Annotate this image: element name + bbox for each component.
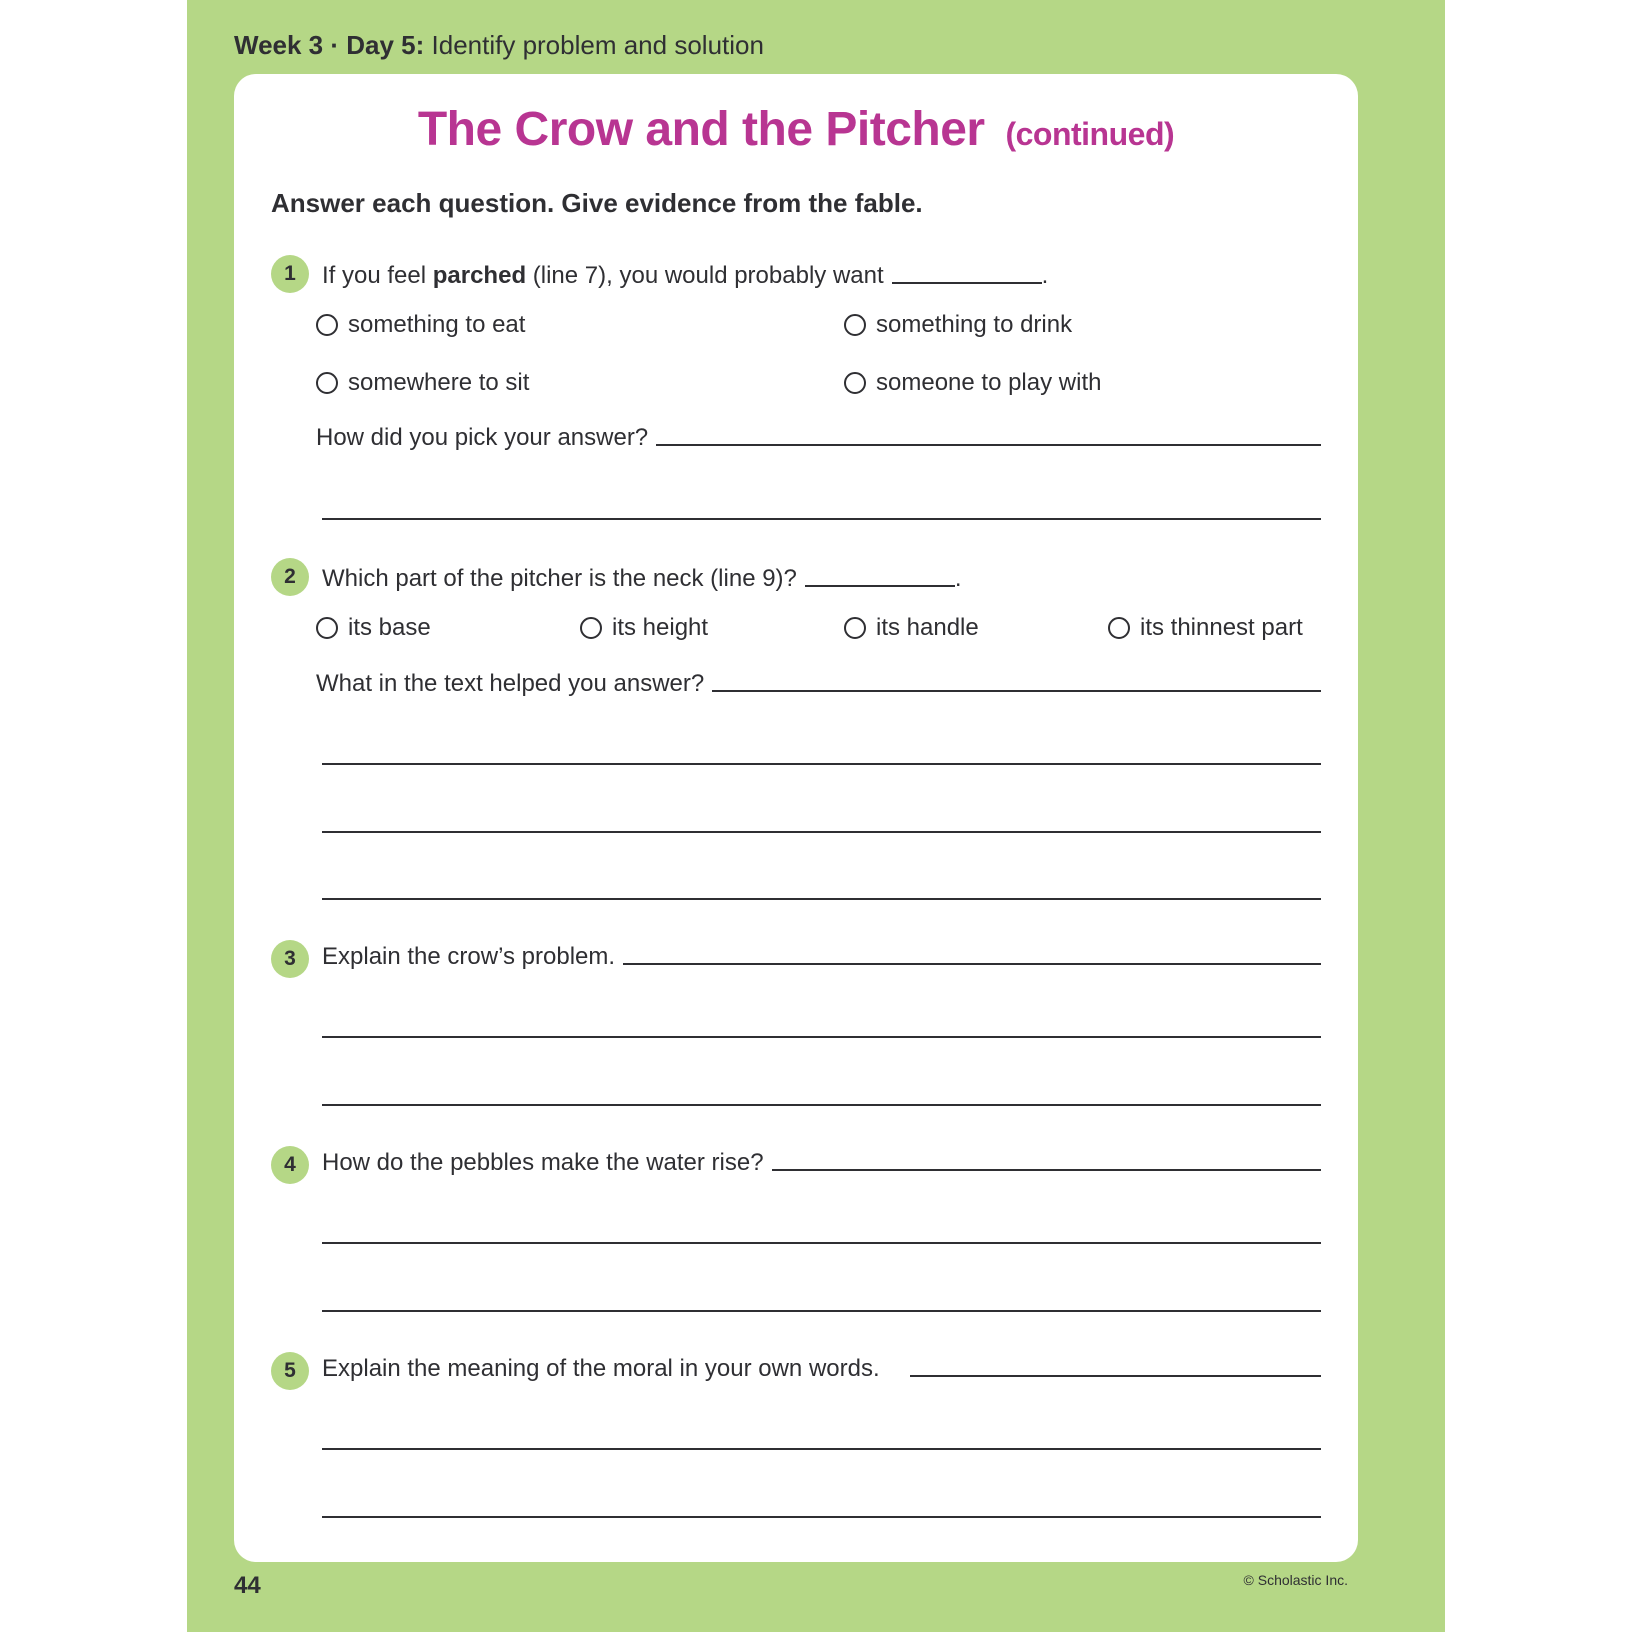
radio-circle-icon[interactable]: [844, 314, 866, 336]
q1-option-d[interactable]: [844, 368, 1101, 398]
q1-option-c[interactable]: [316, 368, 529, 398]
question-2: Which part of the pitcher is the neck (line 9)? .: [322, 555, 962, 595]
answer-line[interactable]: [623, 963, 1321, 965]
question-1-blank[interactable]: [892, 282, 1042, 284]
option-label: its base: [348, 614, 431, 641]
answer-line[interactable]: [322, 1104, 1321, 1106]
page-header: [234, 30, 764, 61]
radio-circle-icon[interactable]: [1108, 617, 1130, 639]
question-number-3: 3: [271, 940, 309, 978]
q1-followup: [316, 414, 1321, 454]
answer-line[interactable]: [322, 1448, 1321, 1450]
question-2-text: Which part of the pitcher is the neck (line 9)?: [322, 565, 797, 592]
option-label: its height: [612, 614, 709, 641]
answer-line[interactable]: [322, 763, 1321, 765]
question-4-text: How do the pebbles make the water rise?: [322, 1149, 764, 1176]
page-number: 44: [234, 1572, 261, 1599]
worksheet-page: [187, 0, 1445, 1632]
answer-line[interactable]: [712, 690, 1321, 692]
radio-circle-icon[interactable]: [580, 617, 602, 639]
question-number-4: 4: [271, 1146, 309, 1184]
answer-line[interactable]: [772, 1169, 1321, 1171]
question-3: [322, 933, 1321, 973]
answer-line[interactable]: [322, 1310, 1321, 1312]
radio-circle-icon[interactable]: [844, 372, 866, 394]
answer-line[interactable]: [322, 898, 1321, 900]
question-5-text: Explain the meaning of the moral in your own words.: [322, 1355, 880, 1382]
title-main: The Crow and the Pitcher: [417, 103, 985, 156]
worksheet-card: [234, 74, 1358, 1562]
q1-option-b[interactable]: [844, 310, 1072, 340]
answer-line[interactable]: [322, 1242, 1321, 1244]
vocab-word: parched: [432, 262, 527, 289]
question-3-text: Explain the crow’s problem.: [322, 943, 616, 970]
answer-line[interactable]: [656, 444, 1321, 446]
answer-line[interactable]: [322, 1516, 1321, 1518]
answer-line[interactable]: [322, 1036, 1321, 1038]
answer-line[interactable]: [322, 518, 1321, 520]
week-day-label: Week 3 · Day 5:: [234, 30, 425, 60]
question-number-5: 5: [271, 1352, 309, 1390]
copyright-notice: © Scholastic Inc.: [1243, 1572, 1348, 1588]
question-number-1: 1: [271, 255, 309, 293]
q2-option-c[interactable]: [844, 613, 979, 643]
question-1-text: If you feel parched (line 7), you would probably want: [322, 262, 884, 289]
instructions: Answer each question. Give evidence from the fable.: [271, 188, 923, 218]
radio-circle-icon[interactable]: [316, 314, 338, 336]
option-label: someone to play with: [876, 369, 1102, 396]
q2-option-b[interactable]: [580, 613, 708, 643]
answer-line[interactable]: [910, 1375, 1321, 1377]
q2-option-d[interactable]: [1108, 613, 1303, 643]
question-2-blank[interactable]: [805, 585, 955, 587]
answer-line[interactable]: [322, 831, 1321, 833]
question-number-2: 2: [271, 558, 309, 596]
q1-option-a[interactable]: [316, 310, 525, 340]
q2-followup: [316, 660, 1321, 700]
question-5: [322, 1345, 1321, 1385]
option-label: somewhere to sit: [348, 369, 530, 396]
question-4: [322, 1139, 1321, 1179]
page-title: [234, 102, 1358, 157]
option-label: something to drink: [876, 311, 1073, 338]
q2-followup-text: What in the text helped you answer?: [316, 670, 705, 697]
title-suffix: (continued): [1005, 116, 1175, 152]
q2-option-a[interactable]: [316, 613, 431, 643]
skill-label: Identify problem and solution: [431, 30, 764, 60]
question-1: If you feel parched (line 7), you would probably want .: [322, 252, 1048, 292]
option-label: its thinnest part: [1140, 614, 1303, 641]
radio-circle-icon[interactable]: [316, 617, 338, 639]
radio-circle-icon[interactable]: [316, 372, 338, 394]
q1-followup-text: How did you pick your answer?: [316, 424, 649, 451]
option-label: its handle: [876, 614, 979, 641]
radio-circle-icon[interactable]: [844, 617, 866, 639]
option-label: something to eat: [348, 311, 526, 338]
